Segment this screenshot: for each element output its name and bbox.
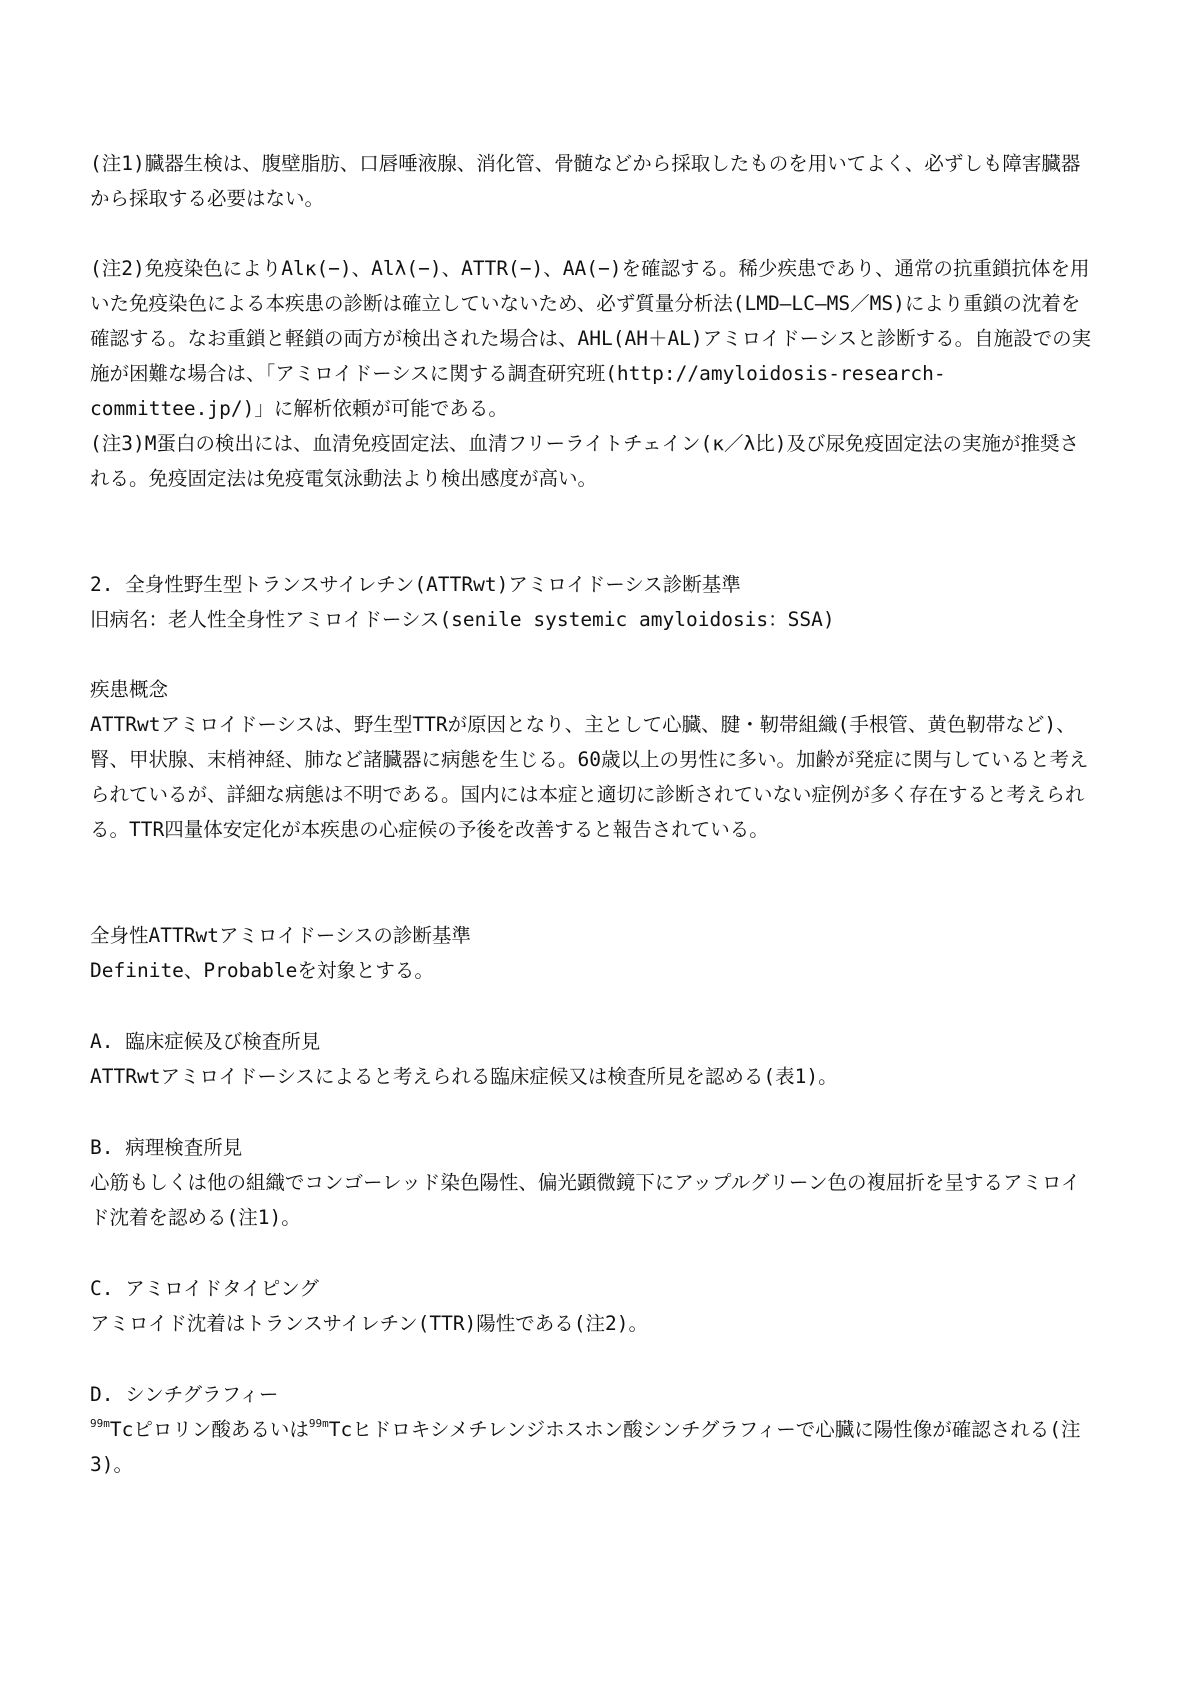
criterion-d-title: D. シンチグラフィー (90, 1383, 279, 1406)
criterion-b-title: B. 病理検査所見 (90, 1136, 243, 1159)
section-heading: 2. 全身性野生型トランスサイレチン(ATTRwt)アミロイドーシス診断基準 (90, 573, 741, 596)
note-3: (注3)M蛋白の検出には、血清免疫固定法、血清フリーライトチェイン(κ／λ比)及び尿免疫固定法の実施が推奨される。免疫固定法は免疫電気泳動法より検出感度が高い。 (90, 432, 1079, 490)
isotope-superscript: 99m (90, 1417, 110, 1430)
criterion-b-body: 心筋もしくは他の組織でコンゴーレッド染色陽性、偏光顕微鏡下にアップルグリーン色の複屈折を呈するアミロイド沈着を認める(注1)。 (90, 1171, 1081, 1229)
criteria-title: 全身性ATTRwtアミロイドーシスの診断基準 (90, 924, 471, 947)
old-disease-name: 旧病名：老人性全身性アミロイドーシス(senile systemic amyloidosis：SSA) (90, 608, 835, 631)
criterion-c-body: アミロイド沈着はトランスサイレチン(TTR)陽性である(注2)。 (90, 1312, 649, 1335)
note-2: (注2)免疫染色によりAlκ(−)、Alλ(−)、ATTR(−)、AA(−)を確認する。稀少疾患であり、通常の抗重鎖抗体を用いた免疫染色による本疾患の診断は確立していないため、必ず質量分析法(LMD―LC―MS／MS)により重鎖の沈着を確認する。なお重鎖と軽鎖の両方が検出された場合は、AHL(AH＋AL)アミロイドーシスと診断する。自施設での実施が困難な場合は、「アミロイドーシスに関する調査研究班(http://amyloidosis-research-committee.jp/)」に解析依頼が可能である。 (90, 257, 1092, 420)
criterion-d-text-1: Tcピロリン酸あるいは (109, 1418, 309, 1441)
criterion-c-title: C. アミロイドタイピング (90, 1277, 319, 1300)
document-page (90, 146, 1095, 1482)
concept-body: ATTRwtアミロイドーシスは、野生型TTRが原因となり、主として心臓、腱・靭帯組織(手根管、黄色靭帯など)、腎、甲状腺、末梢神経、肺など諸臓器に病態を生じる。60歳以上の男性に多い。加齢が発症に関与していると考えられているが、詳細な病態は不明である。国内には本症と適切に診断されていない症例が多く存在すると考えられる。TTR四量体安定化が本疾患の心症候の予後を改善すると報告されている。 (90, 713, 1089, 841)
isotope-superscript: 99m (308, 1417, 329, 1430)
criterion-d-text-2: Tcヒドロキシメチレンジホスホン酸シンチグラフィーで心臓に陽性像が確認される(注3)。 (90, 1418, 1081, 1476)
criteria-scope: Definite、Probableを対象とする。 (90, 959, 434, 982)
concept-title: 疾患概念 (90, 678, 169, 701)
criterion-a-body: ATTRwtアミロイドーシスによると考えられる臨床症候又は検査所見を認める(表1)。 (90, 1065, 838, 1088)
criterion-d-body (90, 1412, 1095, 1482)
note-1: (注1)臓器生検は、腹壁脂肪、口唇唾液腺、消化管、骨髄などから採取したものを用いてよく、必ずしも障害臓器から採取する必要はない。 (90, 152, 1081, 210)
criterion-a-title: A. 臨床症候及び検査所見 (90, 1030, 321, 1053)
